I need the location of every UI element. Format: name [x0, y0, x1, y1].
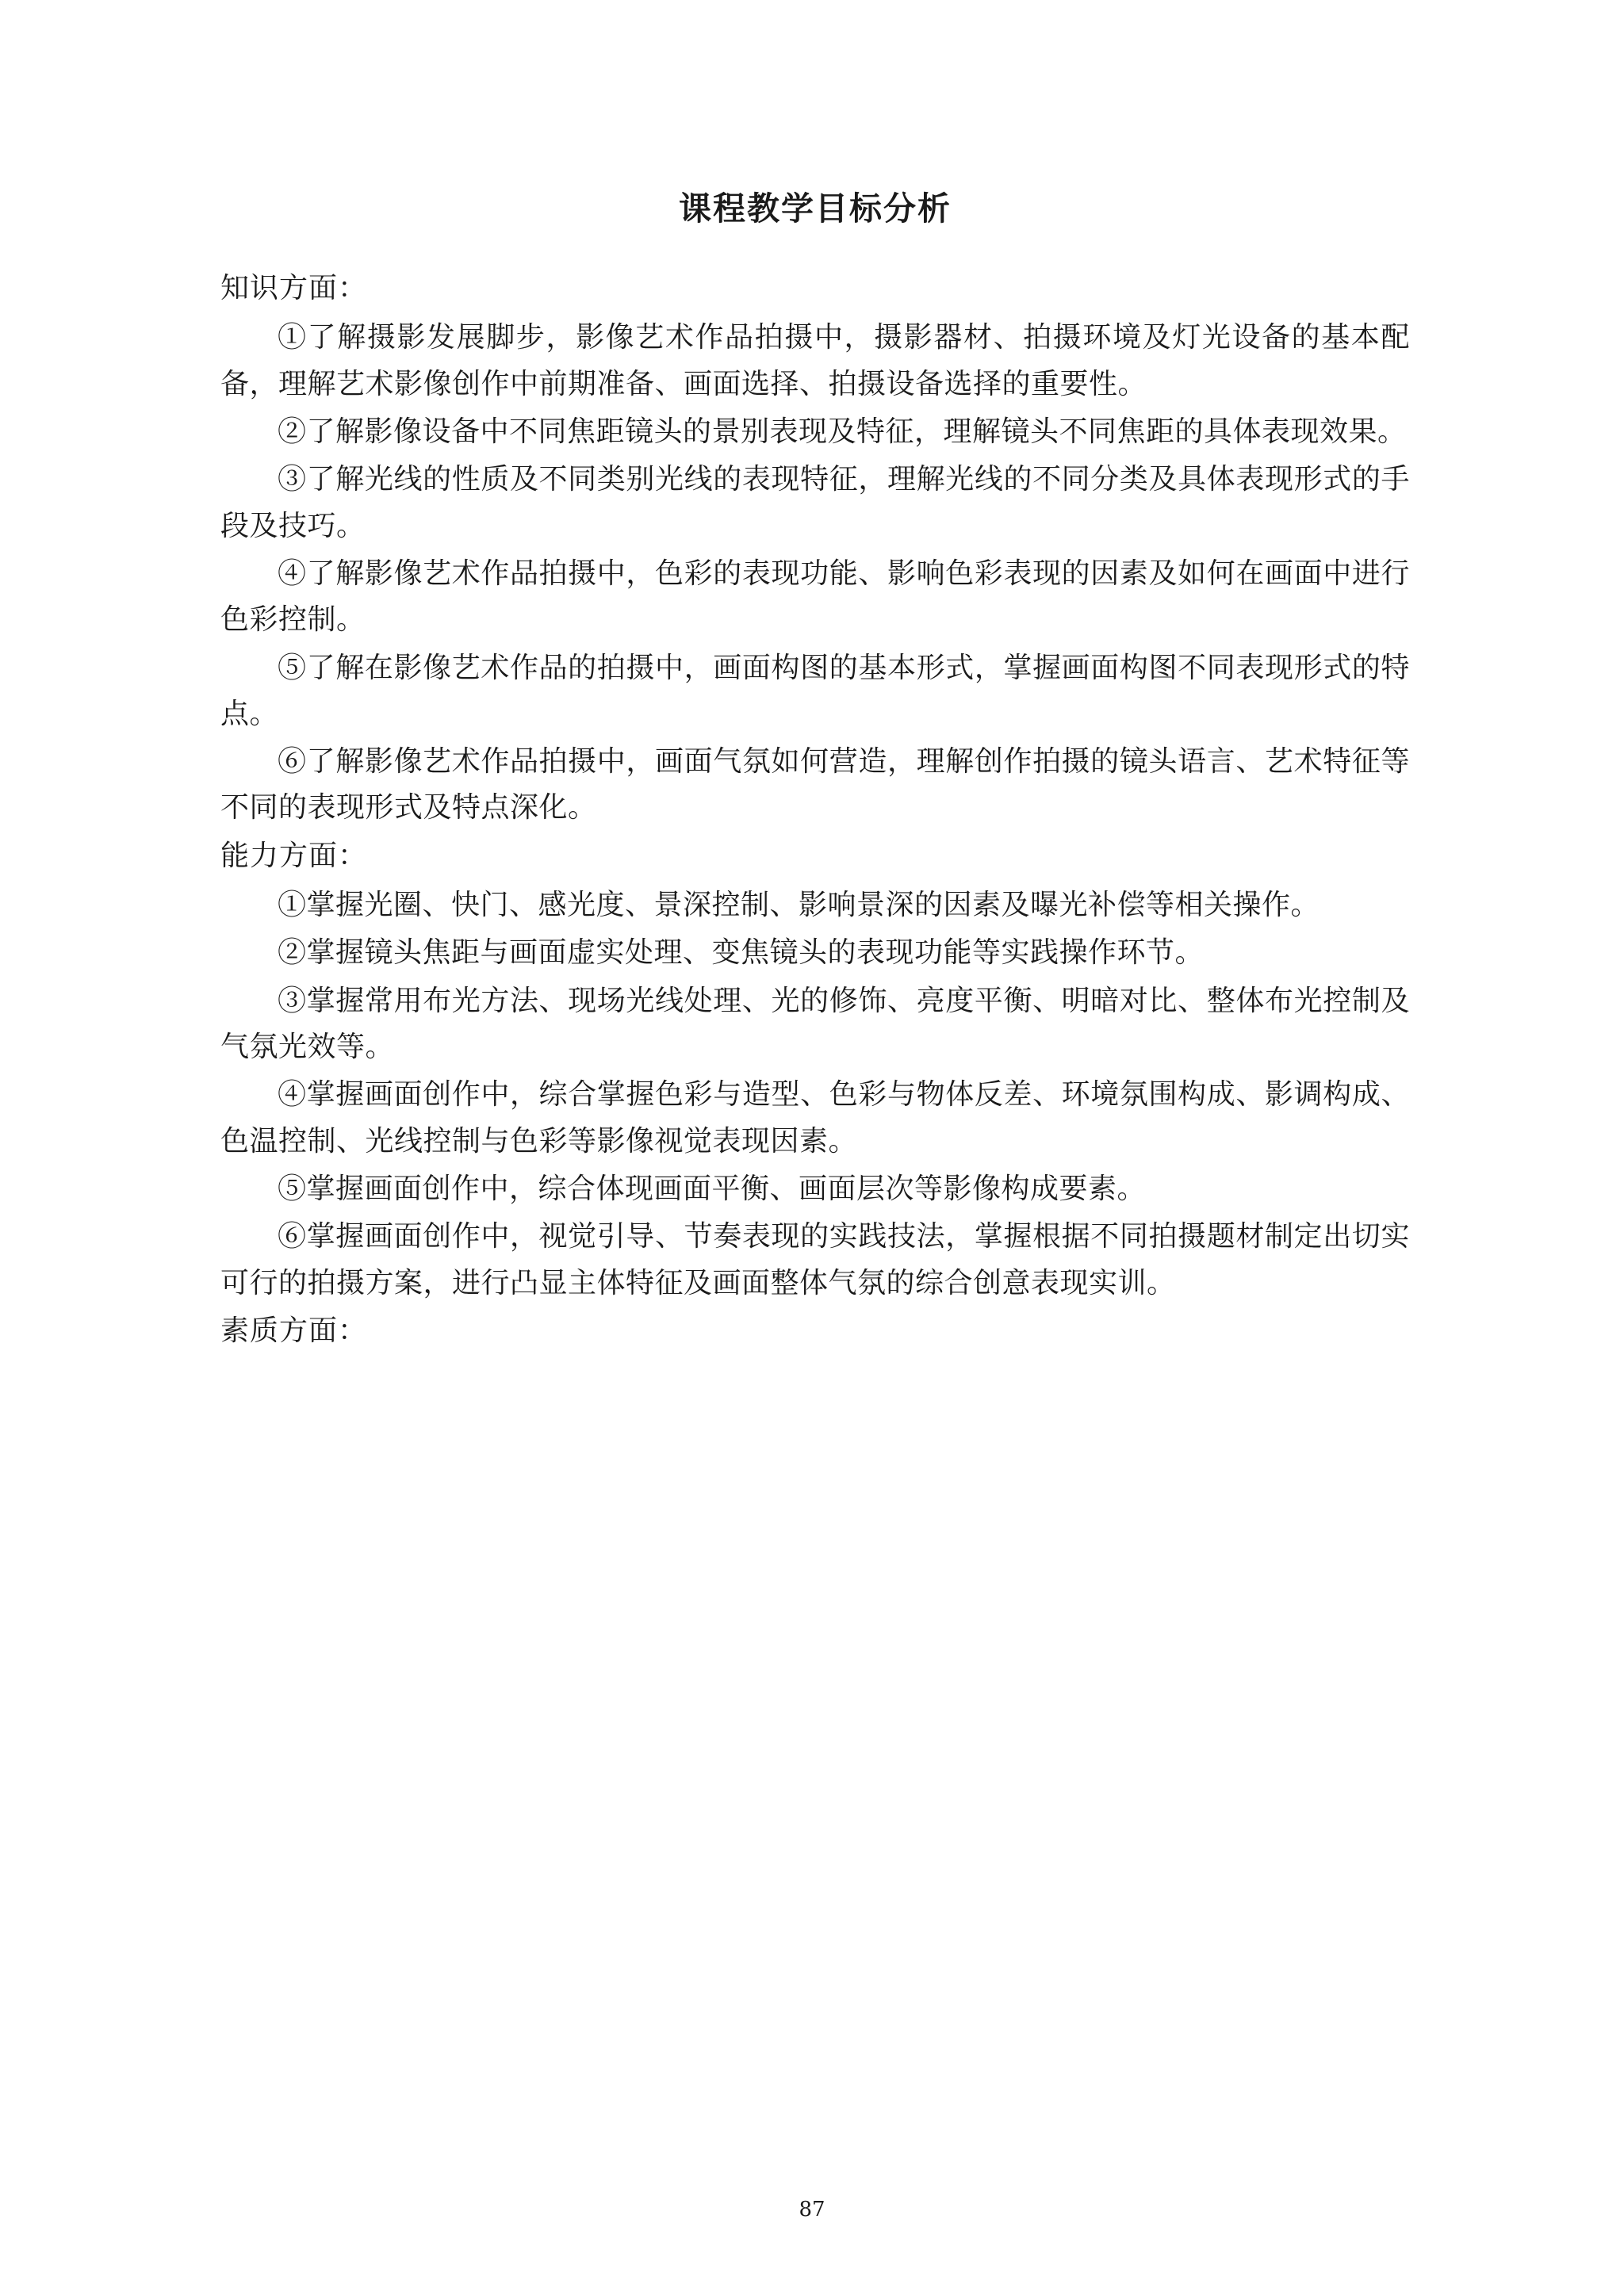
paragraph-knowledge-3: ③了解光线的性质及不同类别光线的表现特征，理解光线的不同分类及具体表现形式的手段及技巧。 — [220, 463, 1410, 542]
paragraph-knowledge-4: ④了解影像艺术作品拍摄中，色彩的表现功能、影响色彩表现的因素及如何在画面中进行色彩控制。 — [220, 557, 1410, 637]
paragraph-knowledge-5: ⑤了解在影像艺术作品的拍摄中，画面构图的基本形式，掌握画面构图不同表现形式的特点。 — [220, 651, 1410, 730]
paragraph-ability-5: ⑤掌握画面创作中，综合体现画面平衡、画面层次等影像构成要素。 — [278, 1172, 1147, 1205]
paragraph-knowledge-1: ①了解摄影发展脚步，影像艺术作品拍摄中，摄影器材、拍摄环境及灯光设备的基本配备，理解艺术影像创作中前期准备、画面选择、拍摄设备选择的重要性。 — [220, 321, 1410, 400]
page-content — [220, 182, 1410, 1357]
page-number: 87 — [799, 2198, 825, 2221]
section-heading-ability: 能力方面： — [220, 839, 368, 872]
paragraph-ability-1: ①掌握光圈、快门、感光度、景深控制、影响景深的因素及曝光补偿等相关操作。 — [278, 889, 1320, 922]
paragraph-knowledge-2: ②了解影像设备中不同焦距镜头的景别表现及特征，理解镜头不同焦距的具体表现效果。 — [278, 415, 1407, 448]
paragraph-ability-2: ②掌握镜头焦距与画面虚实处理、变焦镜头的表现功能等实践操作环节。 — [278, 936, 1205, 970]
section-heading-knowledge: 知识方面： — [220, 272, 368, 304]
section-heading-quality: 素质方面： — [220, 1314, 368, 1347]
paragraph-knowledge-6: ⑥了解影像艺术作品拍摄中，画面气氛如何营造，理解创作拍摄的镜头语言、艺术特征等不同的表现形式及特点深化。 — [220, 745, 1410, 825]
paragraph-ability-3: ③掌握常用布光方法、现场光线处理、光的修饰、亮度平衡、明暗对比、整体布光控制及气氛光效等。 — [220, 984, 1410, 1063]
page-title: 课程教学目标分析 — [679, 189, 952, 228]
paragraph-ability-6: ⑥掌握画面创作中，视觉引导、节奏表现的实践技法，掌握根据不同拍摄题材制定出切实可行的拍摄方案，进行凸显主体特征及画面整体气氛的综合创意表现实训。 — [220, 1220, 1410, 1299]
paragraph-ability-4: ④掌握画面创作中，综合掌握色彩与造型、色彩与物体反差、环境氛围构成、影调构成、色温控制、光线控制与色彩等影像视觉表现因素。 — [220, 1078, 1410, 1158]
